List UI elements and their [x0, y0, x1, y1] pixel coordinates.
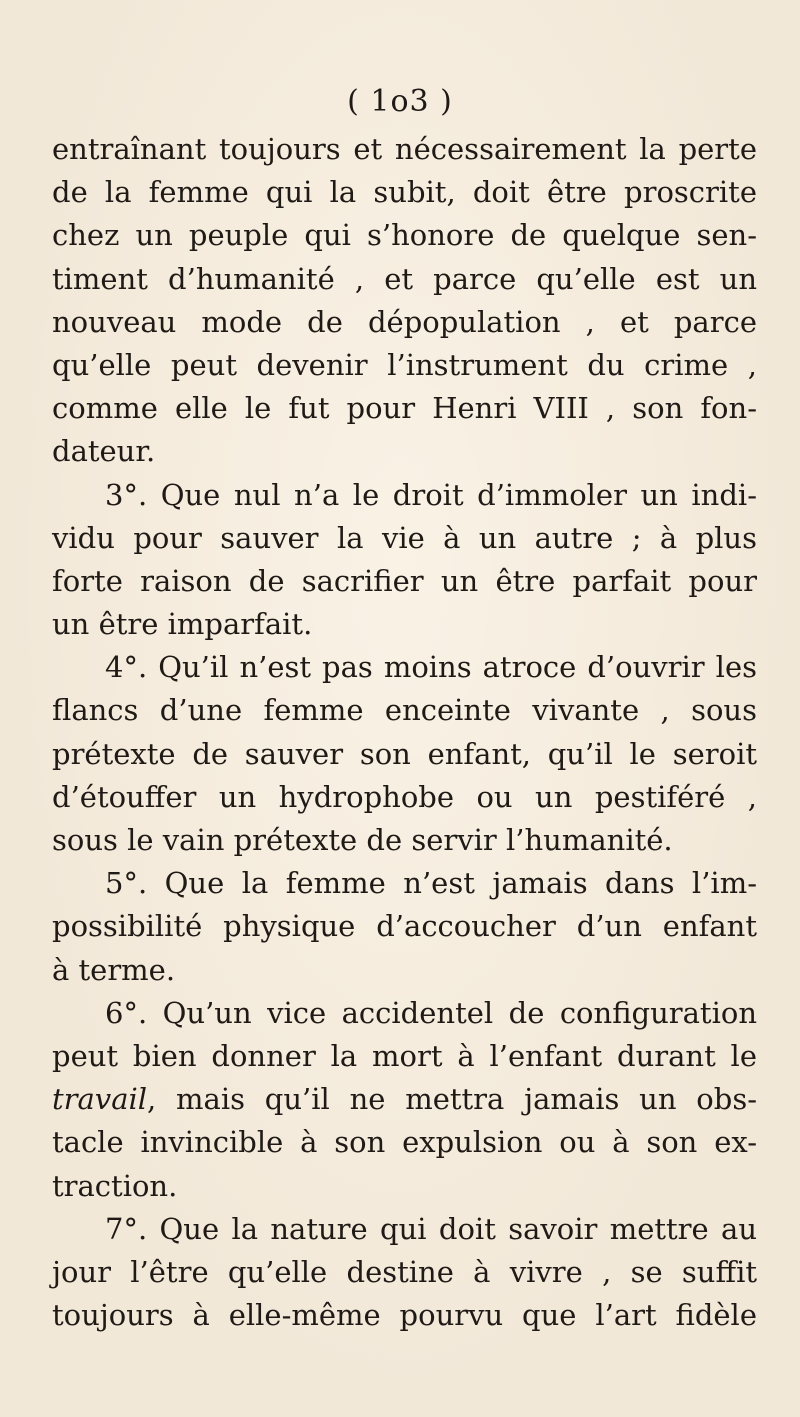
- text-line: [52, 1294, 757, 1337]
- line-text: 3°. Que nul n’a le droit d’immoler un indi-: [105, 477, 757, 512]
- text-line: [52, 949, 757, 992]
- line-text: sous le vain prétexte de servir l’humanité.: [52, 823, 673, 857]
- text-line: [52, 905, 757, 948]
- text-line: [52, 603, 757, 646]
- line-text: entraînant toujours et nécessairement la perte: [52, 132, 757, 166]
- line-text: prétexte de sauver son enfant, qu’il le seroit: [52, 736, 757, 771]
- line-text: timent d’humanité , et parce qu’elle est un: [52, 261, 757, 296]
- line-text: 4°. Qu’il n’est pas moins atroce d’ouvrir les: [105, 650, 757, 685]
- text-line: [52, 1121, 757, 1164]
- text-line: [52, 517, 757, 560]
- line-text: traction.: [52, 1168, 178, 1203]
- line-text: d’étouffer un hydrophobe ou un pestiféré ,: [52, 779, 757, 814]
- text-line: [52, 819, 757, 862]
- text-line: [52, 862, 757, 905]
- text-line: [52, 1035, 757, 1078]
- line-text: vidu pour sauver la vie à un autre ; à plus: [52, 520, 757, 555]
- text-line: [52, 344, 757, 387]
- body-text: [52, 128, 757, 1337]
- line-text: toujours à elle-même pourvu que l’art fidèle: [52, 1298, 757, 1333]
- text-line: [52, 776, 757, 819]
- line-text: peut bien donner la mort à l’enfant durant le: [52, 1038, 757, 1073]
- line-text: comme elle le fut pour Henri VIII , son fon-: [52, 391, 757, 426]
- line-text: possibilité physique d’accoucher d’un enfant: [52, 909, 757, 944]
- text-line: [52, 992, 757, 1035]
- line-text: 6°. Qu’un vice accidentel de configuration: [105, 995, 757, 1030]
- line-text: chez un peuple qui s’honore de quelque sen-: [52, 218, 757, 253]
- text-line: [52, 301, 757, 344]
- text-line: [52, 1208, 757, 1251]
- line-text: nouveau mode de dépopulation , et parce: [52, 304, 757, 339]
- line-text: forte raison de sacrifier un être parfait pour: [52, 563, 757, 598]
- line-text: 7°. Que la nature qui doit savoir mettre au: [105, 1211, 757, 1246]
- text-line: [52, 171, 757, 214]
- line-text: dateur.: [52, 434, 156, 469]
- line-text: qu’elle peut devenir l’instrument du crime ,: [52, 347, 757, 382]
- text-line: [52, 387, 757, 430]
- line-text: flancs d’une femme enceinte vivante , sous: [52, 693, 757, 728]
- text-line: [52, 560, 757, 603]
- text-line: [52, 689, 757, 732]
- text-line: [52, 1078, 757, 1121]
- line-text: tacle invincible à son expulsion ou à son ex-: [52, 1125, 757, 1160]
- text-line: [52, 1251, 757, 1294]
- text-line: [52, 646, 757, 689]
- text-line: [52, 733, 757, 776]
- line-text: , mais qu’il ne mettra jamais un obs-: [147, 1082, 757, 1117]
- line-text: un être imparfait.: [52, 607, 313, 642]
- text-line: [52, 1165, 757, 1208]
- text-line: [52, 128, 757, 171]
- line-text: jour l’être qu’elle destine à vivre , se suffit: [52, 1254, 757, 1289]
- line-text: à terme.: [52, 952, 176, 987]
- line-text: de la femme qui la subit, doit être proscrite: [52, 175, 757, 210]
- text-line: [52, 474, 757, 517]
- line-text: 5°. Que la femme n’est jamais dans l’im-: [105, 866, 757, 901]
- page-number-header: ( 1o3 ): [347, 84, 453, 119]
- text-line: [52, 214, 757, 257]
- text-line: [52, 430, 757, 473]
- text-line: [52, 258, 757, 301]
- italic-word: travail: [52, 1082, 148, 1117]
